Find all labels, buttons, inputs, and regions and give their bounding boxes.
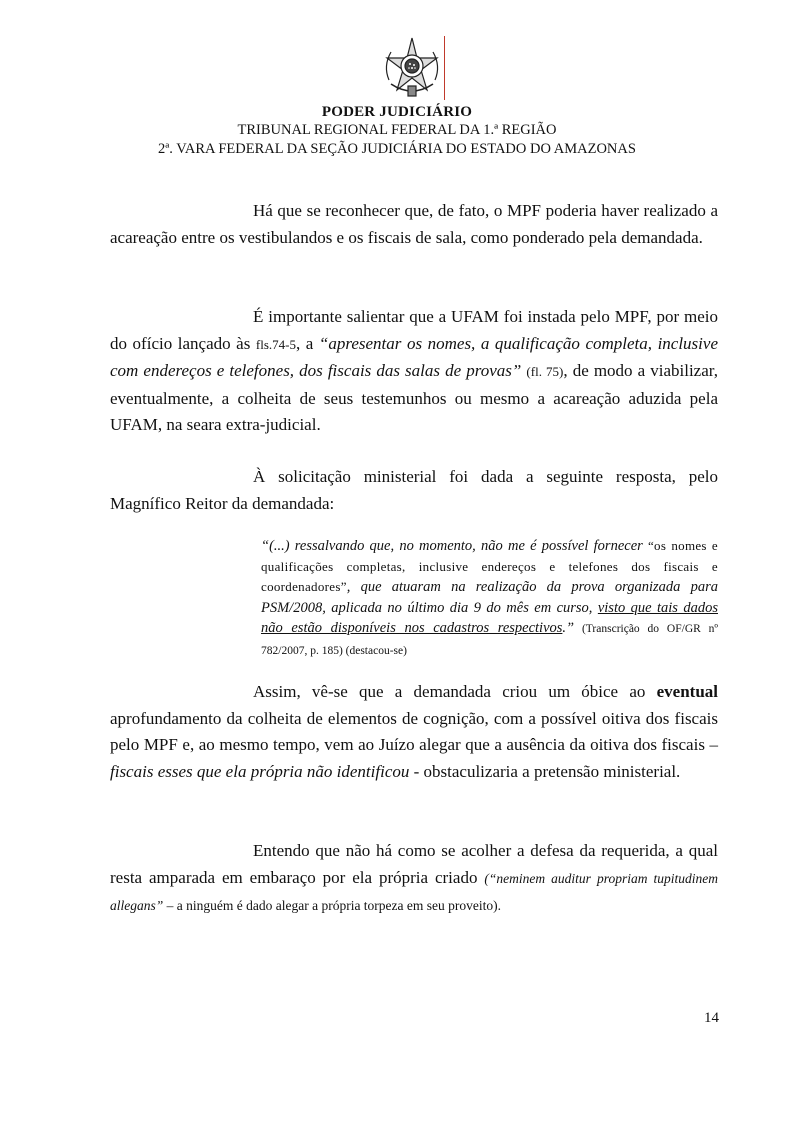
paragraph-5 <box>110 838 718 920</box>
coat-of-arms-icon <box>381 36 443 98</box>
p5-part-b: – a ninguém é dado alegar a própria torpeza em seu proveito). <box>163 898 502 913</box>
p2-ref-fl: (fl. 75) <box>526 364 564 379</box>
p4-part-c: - obstaculizaria a pretensão ministerial. <box>409 761 681 781</box>
quote-part-b: , que atuaram na realização da prova organizada para PSM/2008, aplicada no último dia 9 do mês em curso, <box>261 579 718 616</box>
p2-italic-request: “apresentar os nomes, a qualificação completa, inclusive com endereços e telefones, dos fiscais das salas de provas” <box>110 333 718 380</box>
p4-italic: fiscais esses que ela própria não identificou <box>110 761 410 781</box>
p4-part-a: Assim, vê-se que a demandada criou um óbice ao <box>253 682 657 701</box>
quote-part-a: “(...) ressalvando que, no momento, não me é possível fornecer <box>261 538 648 554</box>
paragraph-1-text: Há que se reconhecer que, de fato, o MPF poderia haver realizado a acareação entre os vestibulandos e os fiscais de sala, como ponderado pela demandada. <box>110 201 718 247</box>
quote-part-c: .” <box>562 620 575 636</box>
header-tribunal: TRIBUNAL REGIONAL FEDERAL DA 1.ª REGIÃO <box>237 122 557 138</box>
p2-part-d: , de modo a viabilizar, eventualmente, a colheita de seus testemunhos ou mesmo a acareação aduzida pela UFAM, na seara extra-judicial. <box>110 361 719 434</box>
p2-part-a: É importante salientar que a UFAM foi instada pelo MPF, por meio do ofício lançado às <box>110 307 718 353</box>
p4-bold: eventual <box>656 682 718 701</box>
p5-latin-maxim: (“neminem auditur propriam tupitudinem allegans” <box>110 870 718 913</box>
quote-inner-citation: “os nomes e qualificações completas, inclusive endereços e telefones dos fiscais e coordenadores” <box>261 538 718 594</box>
paragraph-1 <box>110 198 718 251</box>
p2-part-b: , a <box>296 333 319 353</box>
block-quote <box>261 536 718 661</box>
margin-rule <box>444 36 445 100</box>
page-number: 14 <box>704 1010 719 1026</box>
p5-part-a: Entendo que não há como se acolher a defesa da requerida, a qual resta amparada em embaraço por ela própria criado <box>110 841 718 887</box>
quote-source: (Transcrição do OF/GR nº 782/2007, p. 185) (destacou-se) <box>261 623 718 657</box>
paragraph-3-text: À solicitação ministerial foi dada a seguinte resposta, pelo Magnífico Reitor da demandada: <box>110 467 718 513</box>
paragraph-3 <box>110 464 718 517</box>
p4-part-b: aprofundamento da colheita de elementos de cognição, com a possível oitiva dos fiscais pelo MPF e, ao mesmo tempo, vem ao Juízo alegar que a ausência da oitiva dos fiscais – <box>110 708 718 754</box>
quote-underlined: visto que tais dados não estão disponíveis nos cadastros respectivos <box>261 599 718 636</box>
header-court-branch: PODER JUDICIÁRIO <box>321 104 473 120</box>
paragraph-2 <box>110 304 718 439</box>
header-vara: 2ª. VARA FEDERAL DA SEÇÃO JUDICIÁRIA DO ESTADO DO AMAZONAS <box>158 141 636 157</box>
paragraph-4 <box>110 679 718 785</box>
p2-ref-fls: fls.74-5 <box>255 336 296 352</box>
